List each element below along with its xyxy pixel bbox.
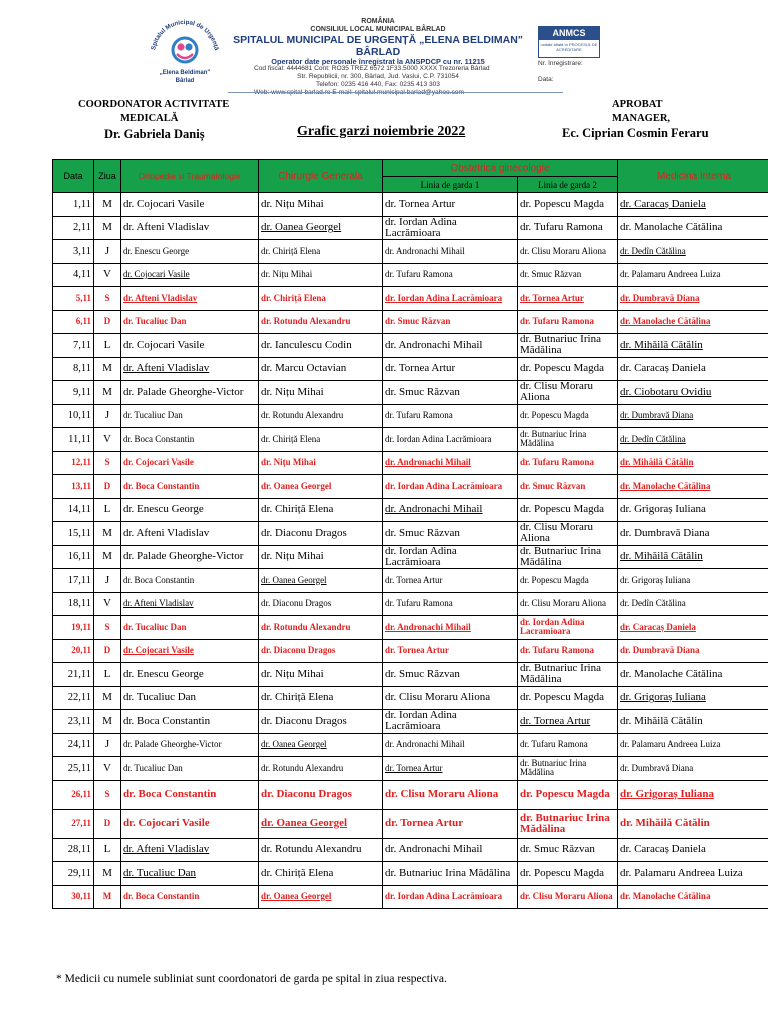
cell-day: L	[94, 663, 121, 687]
cell-surgery: dr. Chiriță Elena	[259, 240, 383, 264]
cell-obgyn1: dr. Iordan Adina Lacrămioara	[383, 428, 518, 452]
cell-surgery: dr. Chiriță Elena	[259, 287, 383, 311]
cell-surgery: dr. Oanea Georgel	[259, 733, 383, 757]
cell-obgyn2: dr. Clisu Moraru Aliona	[518, 381, 618, 405]
table-row	[53, 381, 768, 405]
cell-date: 2,11	[53, 216, 94, 240]
cell-date: 23,11	[53, 710, 94, 734]
cell-internal: dr. Palamaru Andreea Luiza	[618, 733, 768, 757]
page-title: Grafic garzi noiembrie 2022	[297, 124, 466, 139]
cell-date: 1,11	[53, 193, 94, 217]
cell-surgery: dr. Chiriță Elena	[259, 862, 383, 886]
table-row	[53, 193, 768, 217]
cell-obgyn2: dr. Popescu Magda	[518, 193, 618, 217]
table-row	[53, 757, 768, 781]
cell-date: 3,11	[53, 240, 94, 264]
cell-date: 15,11	[53, 522, 94, 546]
cell-date: 10,11	[53, 404, 94, 428]
cell-date: 19,11	[53, 616, 94, 640]
cell-day: S	[94, 780, 121, 809]
cell-day: L	[94, 498, 121, 522]
registration-block	[538, 60, 583, 84]
cell-internal: dr. Dedîn Cătălina	[618, 592, 768, 616]
cell-surgery: dr. Nițu Mihai	[259, 451, 383, 475]
cell-ortho: dr. Afteni Vladislav	[121, 357, 259, 381]
table-row	[53, 263, 768, 287]
fiscal-line: Cod fiscal: 4444681 Cont: RO35 TREZ 6572 1F33.5000 XXXX Trezoreria Bârlad	[254, 65, 490, 73]
country: ROMÂNIA	[361, 18, 395, 25]
cell-internal: dr. Mihăilă Cătălin	[618, 809, 768, 838]
cell-internal: dr. Mihăilă Cătălin	[618, 451, 768, 475]
cell-internal: dr. Caracaș Daniela	[618, 357, 768, 381]
cell-date: 20,11	[53, 639, 94, 663]
logo-arc-text: Spitalul Municipal de Urgență	[150, 18, 220, 51]
cell-surgery: dr. Oanea Georgel	[259, 216, 383, 240]
cell-date: 16,11	[53, 545, 94, 569]
cell-day: J	[94, 404, 121, 428]
operator-line: Operator date personale înregistrat la ANSPDCP cu nr. 11215	[271, 56, 485, 66]
cell-internal: dr. Dumbravă Diana	[618, 404, 768, 428]
table-row	[53, 592, 768, 616]
cell-surgery: dr. Diaconu Dragos	[259, 780, 383, 809]
cell-obgyn1: dr. Tornea Artur	[383, 639, 518, 663]
cell-day: J	[94, 569, 121, 593]
table-row	[53, 838, 768, 862]
cell-obgyn1: dr. Iordan Adina Lacrămioara	[383, 216, 518, 240]
table-row	[53, 663, 768, 687]
cell-obgyn1: dr. Tornea Artur	[383, 809, 518, 838]
cell-surgery: dr. Diaconu Dragos	[259, 710, 383, 734]
cell-internal: dr. Ciobotaru Ovidiu	[618, 381, 768, 405]
cell-surgery: dr. Oanea Georgel	[259, 809, 383, 838]
cell-surgery: dr. Rotundu Alexandru	[259, 616, 383, 640]
cell-ortho: dr. Tucaliuc Dan	[121, 686, 259, 710]
header-day: Ziua	[94, 160, 121, 193]
cell-surgery: dr. Rotundu Alexandru	[259, 310, 383, 334]
cell-obgyn1: dr. Andronachi Mihail	[383, 733, 518, 757]
cell-obgyn2: dr. Popescu Magda	[518, 357, 618, 381]
cell-date: 6,11	[53, 310, 94, 334]
table-row	[53, 498, 768, 522]
coordinator-name: Dr. Gabriela Daniș	[104, 127, 205, 141]
cell-day: D	[94, 639, 121, 663]
cell-obgyn1: dr. Tornea Artur	[383, 569, 518, 593]
cell-obgyn2: dr. Popescu Magda	[518, 498, 618, 522]
cell-obgyn2: dr. Butnariuc Irina Mădălina	[518, 757, 618, 781]
cell-obgyn2: dr. Smuc Răzvan	[518, 475, 618, 499]
cell-obgyn2: dr. Smuc Răzvan	[518, 263, 618, 287]
cell-date: 5,11	[53, 287, 94, 311]
cell-surgery: dr. Oanea Georgel	[259, 569, 383, 593]
cell-obgyn1: dr. Clisu Moraru Aliona	[383, 686, 518, 710]
cell-surgery: dr. Nițu Mihai	[259, 381, 383, 405]
cell-obgyn2: dr. Butnariuc Irina Mădălina	[518, 428, 618, 452]
cell-obgyn1: dr. Iordan Adina Lacrămioara	[383, 710, 518, 734]
approved-line2: MANAGER,	[612, 113, 671, 124]
cell-internal: dr. Caracaș Daniela	[618, 193, 768, 217]
cell-obgyn1: dr. Iordan Adina Lacrămioara	[383, 475, 518, 499]
hospital-logo	[147, 14, 223, 90]
table-row	[53, 216, 768, 240]
cell-obgyn1: dr. Tornea Artur	[383, 757, 518, 781]
cell-day: M	[94, 710, 121, 734]
logo-city: Bârlad	[175, 78, 195, 84]
cell-internal: dr. Manolache Cătălina	[618, 885, 768, 909]
header-surgery: Chirurgie Generala	[259, 160, 383, 193]
cell-ortho: dr. Cojocari Vasile	[121, 809, 259, 838]
cell-ortho: dr. Palade Gheorghe-Victor	[121, 545, 259, 569]
cell-obgyn1: dr. Iordan Adina Lacrămioara	[383, 287, 518, 311]
hospital-name: SPITALUL MUNICIPAL DE URGENȚĂ „ELENA BELDIMAN" BÂRLAD	[233, 33, 523, 58]
cell-surgery: dr. Chiriță Elena	[259, 686, 383, 710]
cell-internal: dr. Dumbravă Diana	[618, 287, 768, 311]
address-line: Str. Republicii, nr. 300, Bârlad, Jud. Vaslui, C.P. 731054	[297, 73, 459, 81]
cell-date: 13,11	[53, 475, 94, 499]
cell-obgyn1: dr. Andronachi Mihail	[383, 616, 518, 640]
cell-obgyn2: dr. Popescu Magda	[518, 862, 618, 886]
cell-obgyn1: dr. Iordan Adina Lacrămioara	[383, 545, 518, 569]
cell-ortho: dr. Boca Constantin	[121, 885, 259, 909]
council: CONSILIUL LOCAL MUNICIPAL BÂRLAD	[310, 25, 446, 33]
cell-internal: dr. Grigoraș Iuliana	[618, 569, 768, 593]
anmcs-badge	[538, 26, 600, 58]
cell-date: 14,11	[53, 498, 94, 522]
coordinator-block	[78, 98, 288, 141]
cell-surgery: dr. Nițu Mihai	[259, 193, 383, 217]
table-row	[53, 686, 768, 710]
cell-surgery: dr. Chiriță Elena	[259, 428, 383, 452]
cell-surgery: dr. Ianculescu Codin	[259, 334, 383, 358]
cell-ortho: dr. Boca Constantin	[121, 780, 259, 809]
table-row	[53, 357, 768, 381]
table-row	[53, 404, 768, 428]
cell-obgyn1: dr. Smuc Răzvan	[383, 522, 518, 546]
cell-ortho: dr. Boca Constantin	[121, 475, 259, 499]
cell-day: M	[94, 862, 121, 886]
cell-internal: dr. Manolache Cătălina	[618, 663, 768, 687]
cell-internal: dr. Manolache Cătălina	[618, 310, 768, 334]
cell-date: 8,11	[53, 357, 94, 381]
table-row	[53, 733, 768, 757]
header-line2: Linia de garda 2	[518, 177, 618, 193]
cell-ortho: dr. Cojocari Vasile	[121, 193, 259, 217]
cell-ortho: dr. Palade Gheorghe-Victor	[121, 733, 259, 757]
cell-internal: dr. Mihăilă Cătălin	[618, 545, 768, 569]
cell-date: 12,11	[53, 451, 94, 475]
cell-day: V	[94, 263, 121, 287]
cell-ortho: dr. Enescu George	[121, 498, 259, 522]
cell-obgyn1: dr. Tufaru Ramona	[383, 592, 518, 616]
cell-obgyn1: dr. Clisu Moraru Aliona	[383, 780, 518, 809]
cell-internal: dr. Dumbravă Diana	[618, 522, 768, 546]
cell-internal: dr. Caracaș Daniela	[618, 838, 768, 862]
date-label: Data:	[538, 76, 554, 83]
approved-line1: APROBAT	[612, 99, 663, 110]
cell-internal: dr. Grigoraș Iuliana	[618, 780, 768, 809]
cell-day: L	[94, 838, 121, 862]
cell-ortho: dr. Palade Gheorghe-Victor	[121, 381, 259, 405]
cell-date: 25,11	[53, 757, 94, 781]
cell-day: S	[94, 616, 121, 640]
cell-day: J	[94, 733, 121, 757]
cell-surgery: dr. Nițu Mihai	[259, 663, 383, 687]
table-row	[53, 809, 768, 838]
logo-name: „Elena Beldiman"	[159, 70, 211, 76]
cell-obgyn2: dr. Smuc Răzvan	[518, 838, 618, 862]
cell-internal: dr. Mihăilă Cătălin	[618, 334, 768, 358]
cell-ortho: dr. Tucaliuc Dan	[121, 310, 259, 334]
cell-internal: dr. Dumbravă Diana	[618, 757, 768, 781]
cell-ortho: dr. Tucaliuc Dan	[121, 862, 259, 886]
cell-surgery: dr. Oanea Georgel	[259, 475, 383, 499]
cell-date: 26,11	[53, 780, 94, 809]
cell-internal: dr. Palamaru Andreea Luiza	[618, 263, 768, 287]
cell-date: 27,11	[53, 809, 94, 838]
table-row	[53, 287, 768, 311]
cell-date: 24,11	[53, 733, 94, 757]
cell-internal: dr. Grigoraș Iuliana	[618, 686, 768, 710]
cell-surgery: dr. Rotundu Alexandru	[259, 838, 383, 862]
cell-day: M	[94, 522, 121, 546]
cell-day: V	[94, 592, 121, 616]
cell-obgyn2: dr. Tornea Artur	[518, 287, 618, 311]
cell-day: S	[94, 451, 121, 475]
table-row	[53, 334, 768, 358]
cell-day: M	[94, 885, 121, 909]
cell-internal: dr. Palamaru Andreea Luiza	[618, 862, 768, 886]
letterhead-block	[228, 18, 528, 97]
cell-obgyn2: dr. Clisu Moraru Aliona	[518, 885, 618, 909]
cell-obgyn1: dr. Andronachi Mihail	[383, 334, 518, 358]
cell-surgery: dr. Diaconu Dragos	[259, 639, 383, 663]
table-row	[53, 710, 768, 734]
schedule-table	[52, 159, 768, 909]
cell-day: D	[94, 310, 121, 334]
cell-obgyn2: dr. Butnariuc Irina Mădălina	[518, 663, 618, 687]
cell-internal: dr. Manolache Cătălina	[618, 216, 768, 240]
cell-obgyn1: dr. Iordan Adina Lacrămioara	[383, 885, 518, 909]
header-date: Data	[53, 160, 94, 193]
anmcs-label: ANMCS	[539, 27, 599, 40]
cell-ortho: dr. Afteni Vladislav	[121, 216, 259, 240]
cell-day: L	[94, 334, 121, 358]
cell-date: 29,11	[53, 862, 94, 886]
cell-obgyn1: dr. Smuc Răzvan	[383, 310, 518, 334]
cell-day: M	[94, 193, 121, 217]
cell-obgyn2: dr. Tufaru Ramona	[518, 733, 618, 757]
cell-day: V	[94, 757, 121, 781]
cell-day: M	[94, 686, 121, 710]
cell-date: 4,11	[53, 263, 94, 287]
cell-ortho: dr. Afteni Vladislav	[121, 592, 259, 616]
cell-obgyn2: dr. Tufaru Ramona	[518, 310, 618, 334]
header-obgyn: Obstetrica ginecologie	[383, 160, 618, 177]
cell-ortho: dr. Enescu George	[121, 663, 259, 687]
cell-ortho: dr. Cojocari Vasile	[121, 263, 259, 287]
svg-text:Spitalul Municipal de Urgență	[150, 19, 220, 51]
cell-surgery: dr. Chiriță Elena	[259, 498, 383, 522]
cell-obgyn1: dr. Butnariuc Irina Mădălina	[383, 862, 518, 886]
cell-obgyn2: dr. Butnariuc Irina Mădălina	[518, 545, 618, 569]
cell-obgyn2: dr. Butnariuc Irina Mădălina	[518, 809, 618, 838]
cell-ortho: dr. Tucaliuc Dan	[121, 616, 259, 640]
cell-obgyn2: dr. Tornea Artur	[518, 710, 618, 734]
cell-obgyn2: dr. Tufaru Ramona	[518, 216, 618, 240]
cell-ortho: dr. Cojocari Vasile	[121, 451, 259, 475]
cell-date: 22,11	[53, 686, 94, 710]
cell-internal: dr. Dedîn Cătălina	[618, 428, 768, 452]
table-row	[53, 428, 768, 452]
cell-surgery: dr. Diaconu Dragos	[259, 522, 383, 546]
web-line: Web: www.spital-barlad.ro E-mail: spitalul.municipal.barlad@yahoo.com	[254, 88, 464, 96]
cell-day: M	[94, 357, 121, 381]
table-row	[53, 862, 768, 886]
cell-obgyn2: dr. Clisu Moraru Aliona	[518, 592, 618, 616]
cell-ortho: dr. Cojocari Vasile	[121, 639, 259, 663]
cell-ortho: dr. Enescu George	[121, 240, 259, 264]
cell-date: 11,11	[53, 428, 94, 452]
cell-obgyn1: dr. Tufaru Ramona	[383, 263, 518, 287]
cell-day: V	[94, 428, 121, 452]
table-row	[53, 522, 768, 546]
phone-line: Telefon: 0235 416 440, Fax: 0235 413 303	[316, 80, 440, 88]
cell-date: 28,11	[53, 838, 94, 862]
cell-ortho: dr. Boca Constantin	[121, 428, 259, 452]
cell-obgyn2: dr. Tufaru Ramona	[518, 639, 618, 663]
cell-obgyn1: dr. Andronachi Mihail	[383, 451, 518, 475]
footnote: * Medicii cu numele subliniat sunt coordonatori de garda pe spital in ziua respectiva.	[56, 973, 447, 985]
cell-day: D	[94, 475, 121, 499]
approval-block	[612, 98, 670, 126]
cell-day: M	[94, 545, 121, 569]
cell-obgyn2: dr. Clisu Moraru Aliona	[518, 522, 618, 546]
registration-label: Nr. înregistrare:	[538, 60, 583, 67]
cell-surgery: dr. Nițu Mihai	[259, 263, 383, 287]
cell-internal: dr. Grigoraș Iuliana	[618, 498, 768, 522]
cell-obgyn1: dr. Smuc Răzvan	[383, 381, 518, 405]
cell-obgyn1: dr. Tufaru Ramona	[383, 404, 518, 428]
cell-obgyn2: dr. Popescu Magda	[518, 404, 618, 428]
cell-surgery: dr. Marcu Octavian	[259, 357, 383, 381]
cell-obgyn2: dr. Clisu Moraru Aliona	[518, 240, 618, 264]
cell-internal: dr. Dumbravă Diana	[618, 639, 768, 663]
cell-surgery: dr. Diaconu Dragos	[259, 592, 383, 616]
cell-day: J	[94, 240, 121, 264]
cell-obgyn1: dr. Smuc Răzvan	[383, 663, 518, 687]
table-row	[53, 569, 768, 593]
cell-surgery: dr. Oanea Georgel	[259, 885, 383, 909]
cell-ortho: dr. Tucaliuc Dan	[121, 404, 259, 428]
cell-obgyn1: dr. Andronachi Mihail	[383, 240, 518, 264]
cell-obgyn1: dr. Andronachi Mihail	[383, 838, 518, 862]
cell-ortho: dr. Boca Constantin	[121, 569, 259, 593]
table-row	[53, 451, 768, 475]
table-row	[53, 310, 768, 334]
table-row	[53, 616, 768, 640]
table-row	[53, 475, 768, 499]
cell-obgyn2: dr. Popescu Magda	[518, 569, 618, 593]
cell-obgyn2: dr. Iordan Adina Lacramioara	[518, 616, 618, 640]
anmcs-subtext: unitate aflată în PROCESUL DE ACREDITARE	[540, 42, 598, 52]
coordinator-line1: COORDONATOR ACTIVITATE	[78, 99, 230, 110]
table-row	[53, 780, 768, 809]
table-row	[53, 240, 768, 264]
cell-surgery: dr. Rotundu Alexandru	[259, 757, 383, 781]
table-row	[53, 639, 768, 663]
cell-internal: dr. Dedîn Cătălina	[618, 240, 768, 264]
cell-date: 17,11	[53, 569, 94, 593]
manager-name: Ec. Ciprian Cosmin Feraru	[562, 126, 709, 140]
cell-internal: dr. Caracaș Daniela	[618, 616, 768, 640]
cell-internal: dr. Mihăilă Cătălin	[618, 710, 768, 734]
cell-obgyn1: dr. Andronachi Mihail	[383, 498, 518, 522]
cell-ortho: dr. Boca Constantin	[121, 710, 259, 734]
cell-ortho: dr. Cojocari Vasile	[121, 334, 259, 358]
cell-date: 30,11	[53, 885, 94, 909]
cell-ortho: dr. Afteni Vladislav	[121, 287, 259, 311]
cell-day: D	[94, 809, 121, 838]
cell-obgyn2: dr. Popescu Magda	[518, 686, 618, 710]
cell-obgyn2: dr. Popescu Magda	[518, 780, 618, 809]
cell-internal: dr. Manolache Cătălina	[618, 475, 768, 499]
cell-obgyn2: dr. Tufaru Ramona	[518, 451, 618, 475]
cell-ortho: dr. Afteni Vladislav	[121, 838, 259, 862]
header-line1: Linia de garda 1	[383, 177, 518, 193]
cell-ortho: dr. Afteni Vladislav	[121, 522, 259, 546]
cell-date: 21,11	[53, 663, 94, 687]
cell-date: 18,11	[53, 592, 94, 616]
cell-surgery: dr. Nițu Mihai	[259, 545, 383, 569]
cell-ortho: dr. Tucaliuc Dan	[121, 757, 259, 781]
cell-surgery: dr. Rotundu Alexandru	[259, 404, 383, 428]
cell-obgyn2: dr. Butnariuc Irina Mădălina	[518, 334, 618, 358]
cell-day: M	[94, 381, 121, 405]
cell-obgyn1: dr. Tornea Artur	[383, 193, 518, 217]
cell-obgyn1: dr. Tornea Artur	[383, 357, 518, 381]
cell-day: M	[94, 216, 121, 240]
cell-date: 7,11	[53, 334, 94, 358]
table-row	[53, 885, 768, 909]
header-ortho: Ortopedie si Traumatologie	[121, 160, 259, 193]
coordinator-line2: MEDICALĂ	[120, 113, 179, 124]
cell-day: S	[94, 287, 121, 311]
table-row	[53, 545, 768, 569]
letterhead-divider	[228, 92, 563, 93]
cell-date: 9,11	[53, 381, 94, 405]
header-internal: Medicina Interna	[618, 160, 768, 193]
